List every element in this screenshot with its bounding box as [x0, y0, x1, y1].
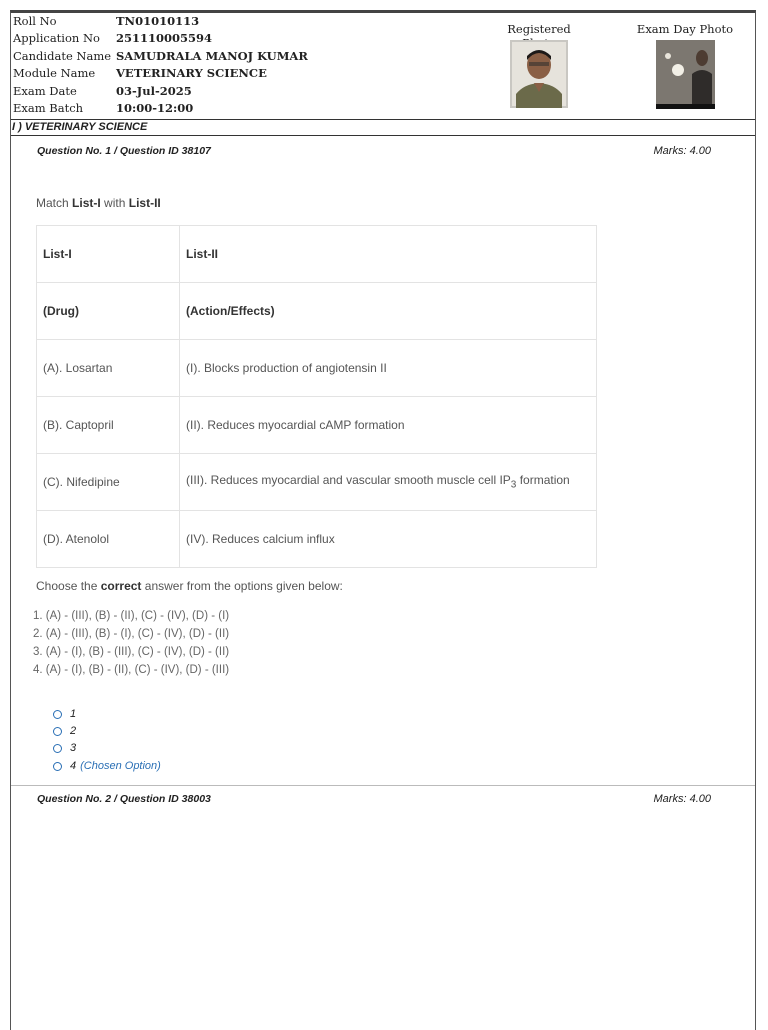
table-header-row — [37, 226, 597, 283]
exam-date-row: Exam Date 03-Jul-2025 — [13, 84, 192, 98]
table-subheader-row — [37, 283, 597, 340]
table-cell: (D). Atenolol — [37, 511, 180, 568]
radio-option-4[interactable]: 4 (Chosen Option) — [53, 758, 161, 774]
table-cell: (A). Losartan — [37, 340, 180, 397]
question-divider — [11, 785, 755, 786]
answer-option-text: 2. (A) - (III), (B) - (I), (C) - (IV), (D) - (II) — [33, 628, 230, 640]
question-1-instruction: Choose the correct answer from the options given below: — [36, 579, 343, 593]
answer-option-text: 1. (A) - (III), (B) - (II), (C) - (IV), (D) - (I) — [33, 610, 230, 622]
radio-button[interactable] — [53, 744, 62, 753]
score-sheet-page — [10, 10, 756, 1030]
radio-option-2[interactable]: 2 — [53, 723, 76, 739]
question-1-heading: Question No. 1 / Question ID 38107 — [37, 145, 211, 157]
exam-day-photo — [656, 40, 715, 109]
candidate-header — [11, 13, 755, 120]
radio-button[interactable] — [53, 727, 62, 736]
table-cell: (II). Reduces myocardial cAMP formation — [180, 397, 597, 454]
application-no-row: Application No 251110005594 — [13, 31, 213, 45]
registered-photo-label: Registered — [507, 22, 571, 36]
radio-option-3[interactable]: 3 — [53, 740, 76, 756]
radio-button[interactable] — [53, 710, 62, 719]
registered-photo — [510, 40, 568, 108]
table-row — [37, 397, 597, 454]
radio-button[interactable] — [53, 762, 62, 771]
question-2-marks: Marks: 4.00 — [653, 793, 711, 805]
table-cell: (IV). Reduces calcium influx — [180, 511, 597, 568]
table-row — [37, 340, 597, 397]
table-row — [37, 454, 597, 511]
table-cell: (III). Reduces myocardial and vascular smooth muscle cell $IP_3$ formation — [180, 454, 597, 511]
table-header-cell: List-I — [37, 226, 180, 283]
table-cell: (I). Blocks production of angiotensin II — [180, 340, 597, 397]
match-table — [36, 225, 597, 568]
table-subheader-cell: (Action/Effects) — [180, 283, 597, 340]
table-subheader-cell: (Drug) — [37, 283, 180, 340]
module-name-row: Module Name VETERINARY SCIENCE — [13, 66, 267, 80]
answer-option-text: 3. (A) - (I), (B) - (III), (C) - (IV), (D) - (II) — [33, 646, 230, 658]
question-2-heading: Question No. 2 / Question ID 38003 — [37, 793, 211, 805]
question-1-stem: Match List-I with List-II — [36, 196, 161, 210]
table-cell: (B). Captopril — [37, 397, 180, 454]
exam-day-photo-label: Exam Day Photo — [636, 22, 734, 36]
table-row — [37, 511, 597, 568]
section-title: I ) VETERINARY SCIENCE — [11, 120, 755, 136]
radio-option-1[interactable]: 1 — [53, 706, 76, 722]
answer-option-text: 4. (A) - (I), (B) - (II), (C) - (IV), (D) - (III) — [33, 664, 230, 676]
chosen-option-label: (Chosen Option) — [80, 760, 161, 772]
question-1-marks: Marks: 4.00 — [653, 145, 711, 157]
candidate-name-row: Candidate Name SAMUDRALA MANOJ KUMAR — [13, 49, 308, 63]
roll-no-row: Roll No TN01010113 — [13, 14, 200, 28]
table-header-cell: List-II — [180, 226, 597, 283]
exam-batch-row: Exam Batch 10:00-12:00 — [13, 101, 194, 115]
table-cell: (C). Nifedipine — [37, 454, 180, 511]
